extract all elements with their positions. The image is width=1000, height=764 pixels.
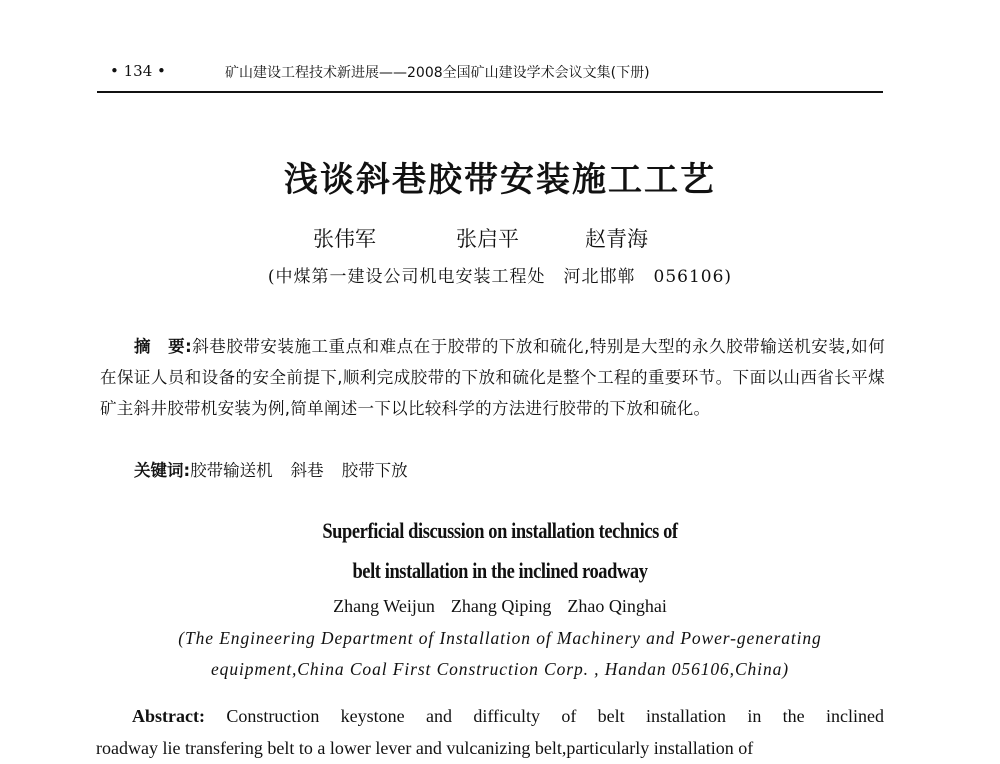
abstract-zh-text: 斜巷胶带安装施工重点和难点在于胶带的下放和硫化,特别是大型的永久胶带输送机安装,如何在保证人员和设备的安全前提下,顺利完成胶带的下放和硫化是整个工程的重要环节。下面以山西省长平煤矿主斜井胶带机安装为例,简单阐述一下以比较科学的方法进行胶带的下放和硫化。 <box>100 337 885 418</box>
keyword: 胶带输送机 <box>190 461 273 480</box>
author-zh: 张伟军 <box>313 227 376 251</box>
affiliation-en-line2: equipment,China Coal First Construction Corp. , Handan 056106,China) <box>211 659 789 679</box>
author-en: Zhang Weijun <box>333 596 435 616</box>
author-en: Zhao Qinghai <box>567 596 667 616</box>
page-number: • 134 • <box>110 62 166 80</box>
journal-title: 矿山建设工程技术新进展——2008全国矿山建设学术会议文集(下册) <box>225 65 650 81</box>
author-zh: 张启平 <box>456 227 519 251</box>
abstract-en-line2: roadway lie transfering belt to a lower lever and vulcanizing belt,particularly installation of <box>96 738 754 758</box>
abstract-zh <box>100 331 885 424</box>
keywords-zh-label: 关键词: <box>134 461 191 480</box>
keyword: 胶带下放 <box>341 461 408 480</box>
header-rule <box>97 91 883 93</box>
authors-en <box>0 596 1000 617</box>
abstract-en <box>96 700 884 764</box>
abstract-en-line1: Construction keystone and difficulty of belt installation in the inclined <box>226 706 884 726</box>
affiliation-zh: (中煤第一建设公司机电安装工程处 河北邯郸 056106) <box>267 267 733 287</box>
author-en: Zhang Qiping <box>450 596 552 616</box>
paper-title-zh: 浅谈斜巷胶带安装施工工艺 <box>284 160 716 200</box>
author-zh: 赵青海 <box>585 227 648 251</box>
abstract-zh-label: 摘 要: <box>134 337 193 356</box>
abstract-en-label: Abstract: <box>132 706 205 726</box>
paper-title-en-line2: belt installation in the inclined roadway <box>352 558 648 583</box>
keywords-zh <box>134 457 426 481</box>
running-header <box>110 60 880 84</box>
affiliation-en-line1: (The Engineering Department of Installation of Machinery and Power-generating <box>178 628 822 648</box>
keyword: 斜巷 <box>290 461 324 480</box>
paper-title-en-line1: Superficial discussion on installation technics of <box>322 518 678 543</box>
